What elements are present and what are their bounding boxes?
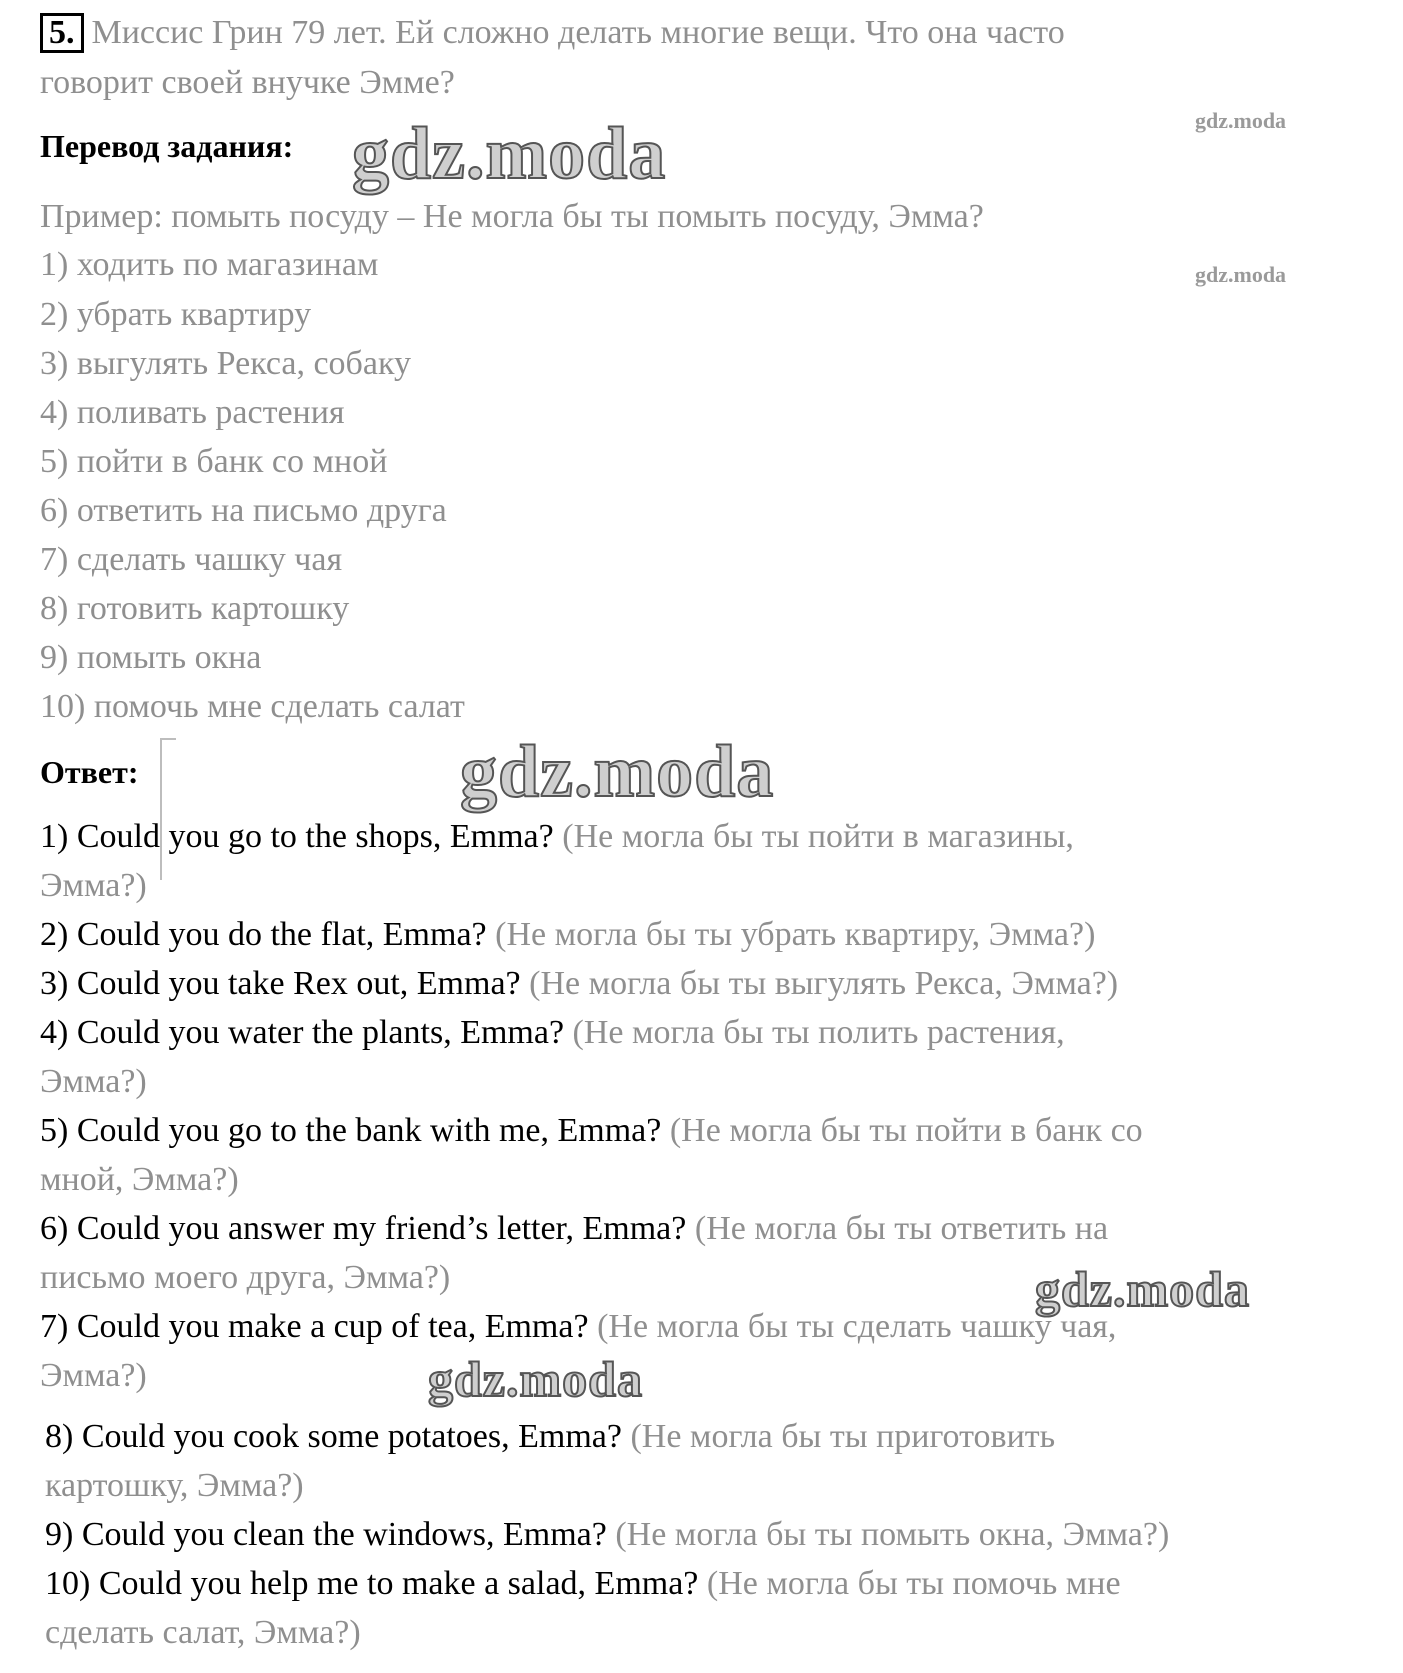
answer-ru: (Не могла бы ты сделать чашку чая, [597, 1308, 1117, 1345]
answer-ru: (Не могла бы ты приготовить [630, 1418, 1056, 1455]
watermark-medium: gdz.moda [1035, 1261, 1250, 1317]
task-line-2: говорит своей внучке Эмме? [40, 64, 455, 101]
watermark-small: gdz.moda [1195, 262, 1287, 287]
answer-en: 3) Could you take Rex out, Emma? [40, 965, 521, 1002]
answer-item-3 [40, 959, 1118, 1008]
answer-en: 1) Could you go to the shops, Emma? [40, 818, 554, 855]
translation-item: 1) ходить по магазинам [40, 246, 379, 283]
answer-item-7 [40, 1302, 1116, 1351]
answer-ru: (Не могла бы ты пойти в магазины, [562, 818, 1074, 855]
answer-ru: (Не могла бы ты полить растения, [572, 1014, 1065, 1051]
answer-en: 4) Could you water the plants, Emma? [40, 1014, 565, 1051]
scan-artifact [160, 738, 176, 880]
answer-heading: Ответ: [40, 754, 139, 790]
answer-item-8 [45, 1412, 1055, 1461]
answer-item-1 [40, 812, 1074, 861]
translation-item: 4) поливать растения [40, 394, 345, 431]
answer-en: 6) Could you answer my friend’s letter, Emma? [40, 1210, 687, 1247]
watermark-small: gdz.moda [1195, 108, 1287, 133]
answer-ru-continued: письмо моего друга, Эмма?) [40, 1259, 451, 1296]
watermark-large: gdz.moda [352, 113, 667, 195]
answer-ru: (Не могла бы ты помочь мне [706, 1565, 1121, 1602]
answer-en: 9) Could you clean the windows, Emma? [45, 1516, 607, 1553]
answer-ru-continued: картошку, Эмма?) [45, 1467, 304, 1504]
answer-en: 7) Could you make a cup of tea, Emma? [40, 1308, 589, 1345]
translation-item: 9) помыть окна [40, 639, 262, 676]
answer-ru: (Не могла бы ты ответить на [694, 1210, 1109, 1247]
answer-ru: (Не могла бы ты выгулять Рекса, Эмма?) [529, 965, 1119, 1002]
answer-ru-continued: мной, Эмма?) [40, 1161, 239, 1198]
task-text-1: Миссис Грин 79 лет. Ей сложно делать многие вещи. Что она часто [91, 14, 1065, 51]
answer-item-6 [40, 1204, 1108, 1253]
translation-item: 8) готовить картошку [40, 590, 350, 627]
answer-en: 2) Could you do the flat, Emma? [40, 916, 487, 953]
translation-item: 5) пойти в банк со мной [40, 443, 388, 480]
translation-item: 7) сделать чашку чая [40, 541, 343, 578]
watermark-large: gdz.moda [460, 731, 775, 813]
translation-item: 3) выгулять Рекса, собаку [40, 345, 411, 382]
answer-ru-continued: Эмма?) [40, 867, 147, 904]
translation-item: 6) ответить на письмо друга [40, 492, 447, 529]
translation-item: 2) убрать квартиру [40, 296, 312, 333]
answer-item-5 [40, 1106, 1143, 1155]
watermark-medium: gdz.moda [428, 1351, 643, 1407]
answer-item-4 [40, 1008, 1065, 1057]
answer-ru: (Не могла бы ты убрать квартиру, Эмма?) [495, 916, 1096, 953]
answer-item-9 [45, 1510, 1169, 1559]
translation-heading: Перевод задания: [40, 128, 294, 164]
task-line-1 [40, 8, 1065, 57]
answer-en: 5) Could you go to the bank with me, Emma? [40, 1112, 662, 1149]
translation-item: 10) помочь мне сделать салат [40, 688, 465, 725]
task-number: 5. [40, 13, 84, 53]
answer-ru-continued: сделать салат, Эмма?) [45, 1614, 361, 1651]
answer-item-2 [40, 910, 1095, 959]
translation-example: Пример: помыть посуду – Не могла бы ты помыть посуду, Эмма? [40, 198, 984, 235]
answer-en: 8) Could you cook some potatoes, Emma? [45, 1418, 622, 1455]
answer-ru-continued: Эмма?) [40, 1063, 147, 1100]
answer-ru: (Не могла бы ты пойти в банк со [669, 1112, 1143, 1149]
answer-ru-continued: Эмма?) [40, 1357, 147, 1394]
answer-en: 10) Could you help me to make a salad, Emma? [45, 1565, 699, 1602]
answer-ru: (Не могла бы ты помыть окна, Эмма?) [615, 1516, 1170, 1553]
answer-item-10 [45, 1559, 1121, 1608]
